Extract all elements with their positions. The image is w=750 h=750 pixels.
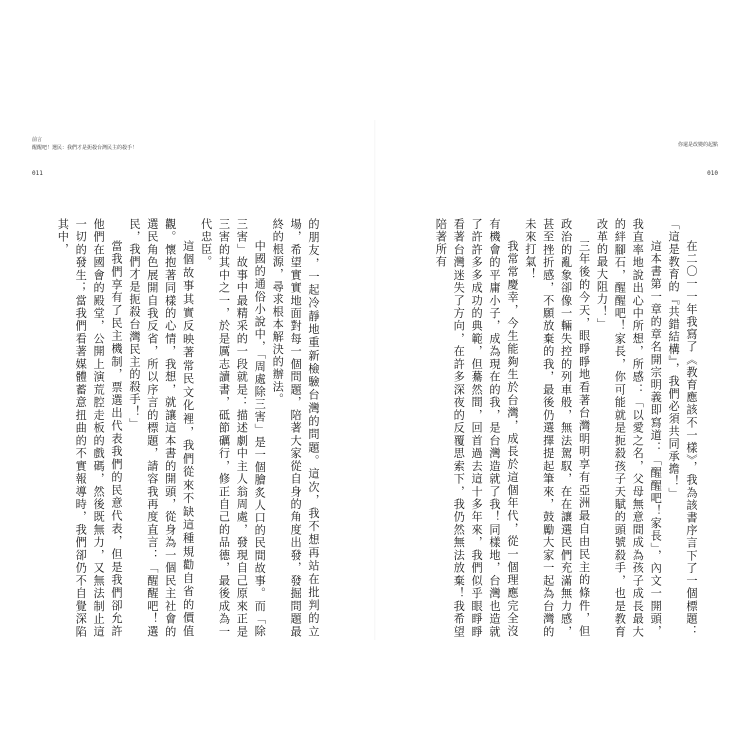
left-header-title: 醒醒吧！選民：我們才是扼殺台灣民主的殺手！ bbox=[32, 145, 138, 151]
left-body-text bbox=[52, 218, 322, 638]
left-paragraph-1: 的朋友，一起冷靜地重新檢驗台灣的問題。這次，我不想再站在批判的立場，希望實實地面對每一個問題，陪著大家從自身的角度出發，發掘問題最終的根源，尋求根本解決的辦法。 bbox=[271, 218, 320, 638]
left-paragraph-2: 中國的通俗小說中，「周處除三害」是一個膾炙人口的民間故事。而「除三害」故事中最精采的一段就是：描述劇中主人翁周處，發現自己原來正是三害的其中之一，於是厲志讀書，砥節礪行，修正自己的品德，最後成為一代忠臣。 bbox=[199, 218, 267, 638]
left-header-section: 前言 bbox=[32, 137, 43, 143]
right-body-text bbox=[434, 218, 700, 638]
left-page-number: 011 bbox=[32, 170, 43, 177]
right-paragraph-3: 三年後的今天，眼睜睜地看著台灣明明享有亞洲最自由民主的條件，但政治的亂象卻像一輛失控的列車般，無法駕馭，在在讓選民們充滿無力感，甚至挫折感，不願放棄的我，最後仍選擇提起筆來，鼓勵大家一起為台灣的未來打氣！ bbox=[523, 218, 591, 638]
right-paragraph-1: 在二〇一一年我寫了《教育應該不一樣》，我為該書序言下了一個標題：「這是教育的『共錯結構』，我們必須共同承擔！」 bbox=[667, 218, 698, 638]
right-paragraph-4: 我常常慶幸，今生能夠生於台灣，成長於這個年代，從一個理應完全沒有機會的平庸小子，成為現在的我，是台灣造就了我！同樣地，台灣也造就了許許多多成功的典範，但驀然間，回首過去這十多年來，我們似乎眼睜睜看著台灣迷失了方向，在許多深夜的反覆思索下，我仍然無法放棄！我希望陪著所有 bbox=[434, 218, 519, 638]
left-paragraph-3: 這個故事其實反映著常民文化裡，我們從來不缺這種規勸自省的價值觀。懷抱著同樣的心情，我想，就讓這本書的開頭，從身為一個民主社會的選民角色展開自我反省，所以序言的標題，請容我再度直言：「醒醒吧！選民，我們才是扼殺台灣民主的殺手！」 bbox=[127, 218, 195, 638]
right-page-number: 010 bbox=[707, 170, 718, 177]
left-paragraph-4: 當我們享有了民主機制，票選出代表我們的民意代表，但是我們卻允許他們在國會的殿堂，公開上演荒腔走板的戲碼，然後既無力，又無法制止這一切的發生；當我們看著媒體蓄意扭曲的不實報導時，我們卻仍不自覺深陷其中， bbox=[56, 218, 124, 638]
right-page bbox=[375, 0, 750, 750]
right-paragraph-2: 這本書第一章的章名開宗明義即寫道：「醒醒吧！家長」，內文一開頭，我直率地說出心中所想，所感：「以愛之名，父母無意間成為孩子成長最大的絆腳石，醒醒吧！家長，你可能就是扼殺孩子天賦的頭號殺手，也是教育改革的最大阻力！」 bbox=[595, 218, 663, 638]
right-header-title: 你還是改變的起點 bbox=[677, 142, 718, 148]
